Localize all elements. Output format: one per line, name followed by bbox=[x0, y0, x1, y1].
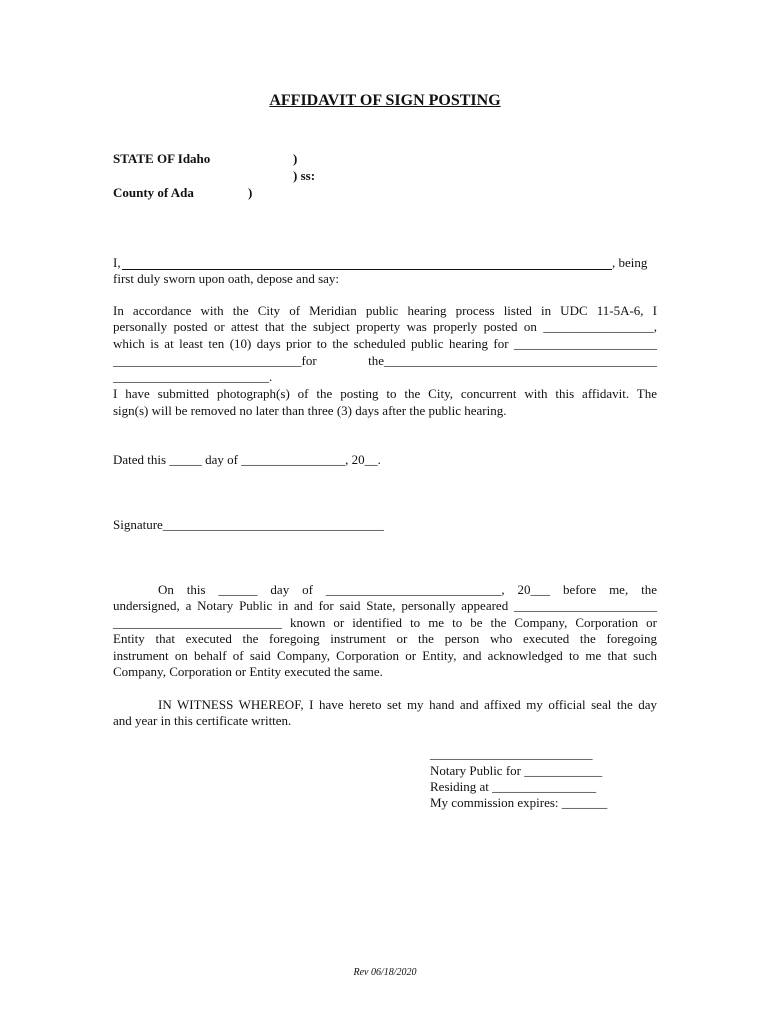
notary-line-1: On this ______ day of ___________________________, 20___ before me, the bbox=[158, 582, 657, 597]
county-label: County of Ada bbox=[113, 185, 194, 200]
oath-line-2: first duly sworn upon oath, depose and say: bbox=[113, 271, 340, 286]
venue-paren-2: ) bbox=[248, 185, 253, 200]
accordance-line-6: I have submitted photograph(s) of the posting to the City, concurrent with this affidavit. The bbox=[113, 386, 657, 401]
document-title: AFFIDAVIT OF SIGN POSTING bbox=[269, 92, 501, 109]
witness-line-1: IN WITNESS WHEREOF, I have hereto set my hand and affixed my official seal the day bbox=[158, 697, 657, 712]
notary-public-for: Notary Public for ____________ bbox=[430, 763, 603, 778]
notary-commission: My commission expires: _______ bbox=[430, 795, 608, 810]
notary-signature-line: _________________________ bbox=[430, 746, 593, 761]
accordance-line-3: which is at least ten (10) days prior to the scheduled public hearing for ______________________ bbox=[113, 336, 657, 351]
notary-line-5: instrument on behalf of said Company, Corporation or Entity, and acknowledged to me that such bbox=[113, 648, 657, 663]
oath-being: , being bbox=[612, 255, 648, 270]
accordance-line-2: personally posted or attest that the subject property was properly posted on _________________, bbox=[113, 319, 657, 334]
witness-line-2: and year in this certificate written. bbox=[113, 713, 292, 728]
signature-line: Signature__________________________________ bbox=[113, 517, 384, 532]
venue-paren-1: ) bbox=[293, 151, 298, 166]
dated-line: Dated this _____ day of ________________, 20__. bbox=[113, 452, 381, 467]
notary-line-6: Company, Corporation or Entity executed the same. bbox=[113, 664, 383, 679]
notary-line-4: Entity that executed the foregoing instrument or the person who executed the foregoing bbox=[113, 631, 657, 646]
affiant-name-line[interactable] bbox=[122, 269, 612, 270]
notary-line-2: undersigned, a Notary Public in and for said State, personally appeared ______________________ bbox=[113, 598, 657, 613]
notary-line-3: __________________________ known or identified to me to be the Company, Corporation or bbox=[113, 615, 657, 630]
revision-footer: Rev 06/18/2020 bbox=[353, 967, 417, 978]
oath-i-prefix: I, bbox=[113, 255, 121, 270]
state-label: STATE OF Idaho bbox=[113, 151, 211, 166]
accordance-line-4: _____________________________for the__________________________________________ bbox=[113, 353, 657, 368]
ss-label: ) ss: bbox=[293, 168, 316, 183]
notary-residing-at: Residing at ________________ bbox=[430, 779, 597, 794]
accordance-line-1: In accordance with the City of Meridian public hearing process listed in UDC 11-5A-6, I bbox=[113, 303, 657, 318]
accordance-line-7: sign(s) will be removed no later than three (3) days after the public hearing. bbox=[113, 403, 507, 418]
accordance-line-5: ________________________. bbox=[113, 369, 273, 384]
